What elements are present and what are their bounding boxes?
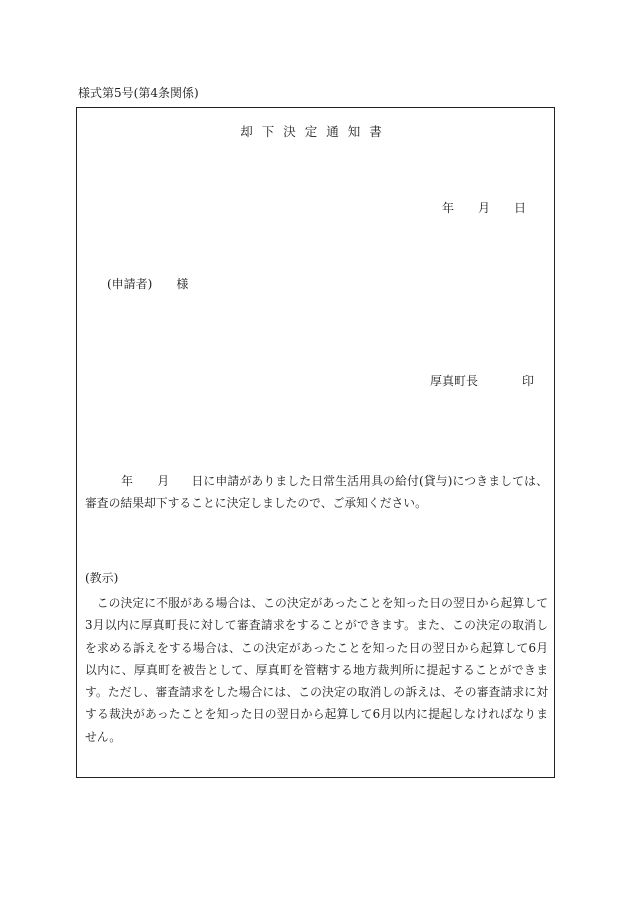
- document-title: 却下決定通知書: [240, 124, 391, 139]
- recipient-label: (申請者): [107, 277, 153, 291]
- date-day: 日: [513, 201, 526, 215]
- issuer-name: 厚真町長: [429, 374, 478, 388]
- instruction-heading: (教示): [85, 571, 119, 585]
- issuer: [430, 372, 534, 389]
- date-month: 月: [477, 201, 490, 215]
- notice-month: 月: [157, 474, 170, 488]
- recipient: [107, 275, 188, 292]
- seal-mark: 印: [521, 374, 534, 388]
- instruction-body: この決定に不服がある場合は、この決定があったことを知った日の翌日から起算して3月以内に厚真町長に対して審査請求をすることができます。また、この決定の取消しを求める訴えをする場合は、この決定があったことを知った日の翌日から起算して6月以内に、厚真町を被告として、厚真町を管轄する地方裁判所に提起することができます。ただし、審査請求をした場合には、この決定の取消しの訴えは、その審査請求に対する裁決があったことを知った日の翌日から起算して6月以内に提起しなければなりません。: [85, 596, 548, 744]
- date-line: [418, 199, 526, 216]
- notice-year: 年: [121, 474, 134, 488]
- date-year: 年: [441, 201, 454, 215]
- document-frame: [76, 107, 555, 778]
- recipient-honorific: 様: [176, 277, 189, 291]
- notice-text: 日に申請がありました日常生活用具の給付(貸与)につきましては、審査の結果却下することに決定しましたので、ご承知ください。: [85, 474, 548, 510]
- notice-paragraph: [85, 470, 548, 514]
- form-number: 様式第5号(第4条関係): [78, 86, 199, 100]
